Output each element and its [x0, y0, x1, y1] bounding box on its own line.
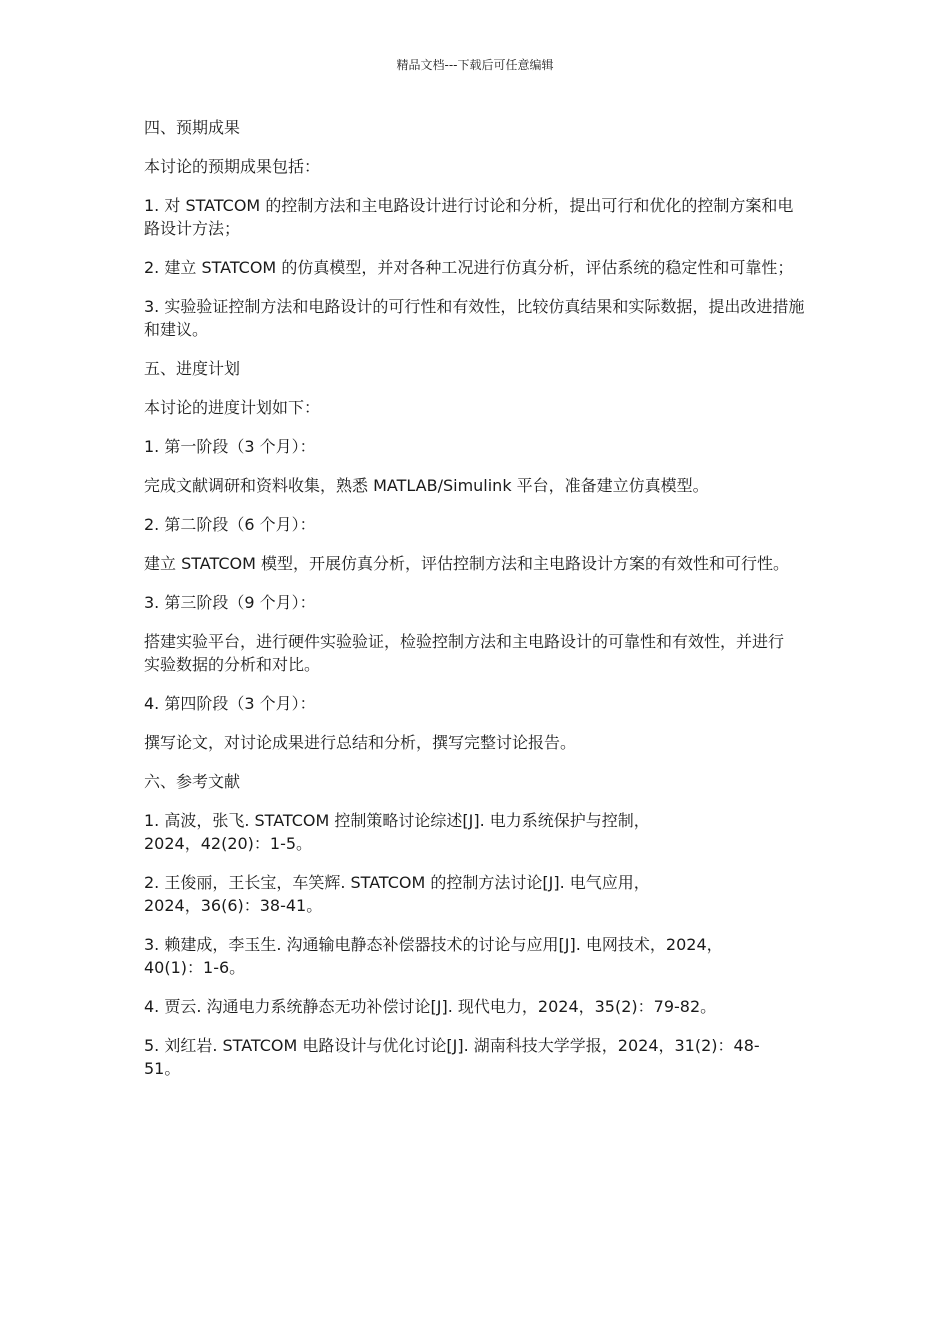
schedule-stage-description: 完成文献调研和资料收集，熟悉 MATLAB/Simulink 平台，准备建立仿真模型。 [144, 476, 709, 495]
expected-result-item: 2. 建立 STATCOM 的仿真模型，并对各种工况进行仿真分析，评估系统的稳定性和可靠性； [144, 258, 794, 277]
schedule-stage-description: 搭建实验平台，进行硬件实验验证，检验控制方法和主电路设计的可靠性和有效性，并进行实验数据的分析和对比。 [144, 632, 785, 674]
reference-item: 5. 刘红岩. STATCOM 电路设计与优化讨论[J]. 湖南科技大学学报，2024，31(2)：48-51。 [144, 1036, 760, 1078]
schedule-stage-description: 建立 STATCOM 模型，开展仿真分析，评估控制方法和主电路设计方案的有效性和可行性。 [144, 554, 789, 573]
document-body [144, 116, 809, 1096]
section-heading-references: 六、参考文献 [144, 772, 241, 791]
reference-item: 3. 赖建成，李玉生. 沟通输电静态补偿器技术的讨论与应用[J]. 电网技术，2024，40(1)：1-6。 [144, 935, 723, 977]
reference-item: 4. 贾云. 沟通电力系统静态无功补偿讨论[J]. 现代电力，2024，35(2)：79-82。 [144, 997, 717, 1016]
schedule-stage-title: 2. 第二阶段（6 个月）： [144, 515, 316, 534]
expected-result-item: 1. 对 STATCOM 的控制方法和主电路设计进行讨论和分析，提出可行和优化的控制方案和电路设计方法； [144, 196, 794, 238]
schedule-stage-description: 撰写论文，对讨论成果进行总结和分析，撰写完整讨论报告。 [144, 733, 577, 752]
section-heading-expected-results: 四、预期成果 [144, 118, 241, 137]
schedule-stage-title: 4. 第四阶段（3 个月）： [144, 694, 316, 713]
schedule-stage-title: 3. 第三阶段（9 个月）： [144, 593, 316, 612]
section-heading-schedule: 五、进度计划 [144, 359, 241, 378]
intro-schedule: 本讨论的进度计划如下： [144, 398, 321, 417]
expected-result-item: 3. 实验验证控制方法和电路设计的可行性和有效性，比较仿真结果和实际数据，提出改进措施和建议。 [144, 297, 805, 339]
schedule-stage-title: 1. 第一阶段（3 个月）： [144, 437, 316, 456]
reference-item: 1. 高波，张飞. STATCOM 控制策略讨论综述[J]. 电力系统保护与控制，2024，42(20)：1-5。 [144, 811, 650, 853]
reference-item: 2. 王俊丽，王长宝，车笑辉. STATCOM 的控制方法讨论[J]. 电气应用，2024，36(6)：38-41。 [144, 873, 650, 915]
page-header: 精品文档---下载后可任意编辑 [396, 58, 554, 72]
intro-expected-results: 本讨论的预期成果包括： [144, 157, 321, 176]
